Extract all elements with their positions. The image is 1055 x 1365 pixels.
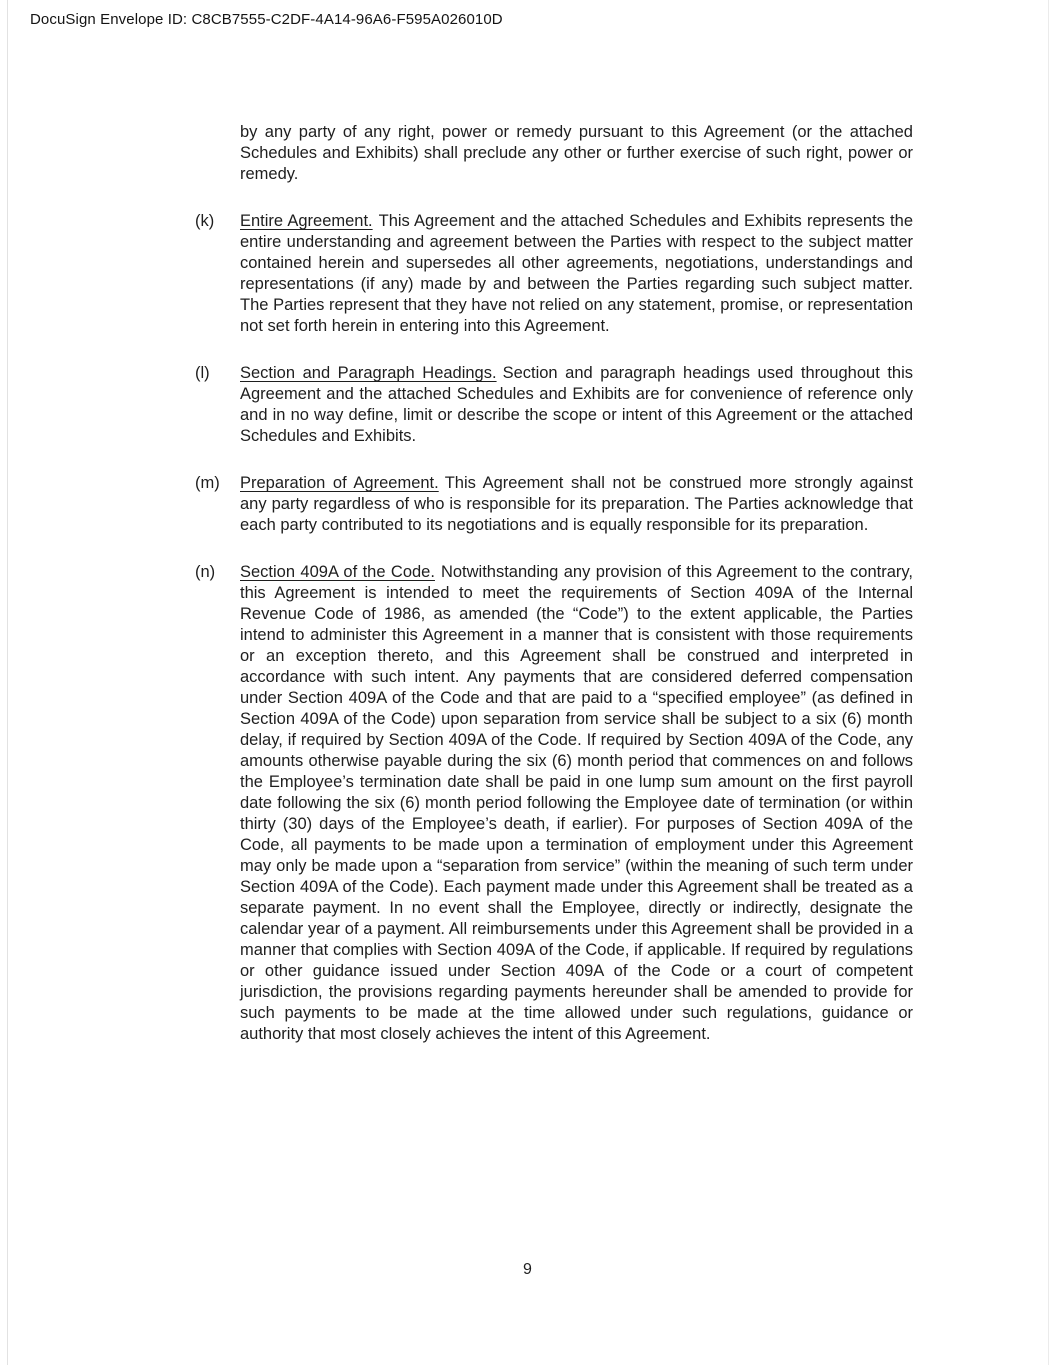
item-label-l: (l) xyxy=(195,364,210,382)
item-body-section-and-paragraph-headings: Section and paragraph headings used throughout this Agreement and the attached Schedules and Exhibits are for convenience of reference only and in no way define, limit or describe the scope or intent of this Agreement or the attached Schedules and Exhibits. xyxy=(240,364,914,445)
item-label-k: (k) xyxy=(195,212,215,230)
item-heading-entire-agreement: Entire Agreement. xyxy=(240,212,373,230)
item-label-n: (n) xyxy=(195,563,216,581)
page-number: 9 xyxy=(523,1261,532,1278)
list-item-l xyxy=(195,363,914,447)
document-body xyxy=(195,122,914,1045)
list-item-m xyxy=(195,473,913,536)
item-heading-preparation-of-agreement: Preparation of Agreement. xyxy=(240,474,439,492)
item-body-preparation-of-agreement: This Agreement shall not be construed more strongly against any party regardless of who is responsible for its preparation. The Parties acknowledge that each party contributed to its negotiations and is equally responsible for its preparation. xyxy=(240,474,913,534)
continuation-paragraph: by any party of any right, power or remedy pursuant to this Agreement (or the attached Schedules and Exhibits) shall preclude any other or further exercise of such right, power or remedy. xyxy=(240,123,913,183)
item-body-entire-agreement: This Agreement and the attached Schedules and Exhibits represents the entire understanding and agreement between the Parties with respect to the subject matter contained herein and supersedes all other agreements, negotiations, understandings and representations (if any) made by and between the Parties regarding such subject matter. The Parties represent that they have not relied on any statement, promise, or representation not set forth herein in entering into this Agreement. xyxy=(240,212,913,335)
list-item-n xyxy=(195,562,913,1045)
list-item-k xyxy=(195,211,913,337)
item-heading-section-and-paragraph-headings: Section and Paragraph Headings. xyxy=(240,364,497,382)
page-edge-left xyxy=(7,0,8,1365)
docusign-envelope-id: DocuSign Envelope ID: C8CB7555-C2DF-4A14-96A6-F595A026010D xyxy=(30,11,503,28)
page-edge-right xyxy=(1048,0,1049,1365)
item-label-m: (m) xyxy=(195,474,220,492)
item-body-section-409a: Notwithstanding any provision of this Agreement to the contrary, this Agreement is intended to meet the requirements of Section 409A of the Internal Revenue Code of 1986, as amended (the “Code”) to the extent applicable, the Parties intend to administer this Agreement in a manner that is consistent with those requirements or an exception thereto, and this Agreement shall be construed and interpreted in accordance with such intent. Any payments that are considered deferred compensation under Section 409A of the Code and that are paid to a “specified employee” (as defined in Section 409A of the Code) upon separation from service shall be subject to a six (6) month delay, if required by Section 409A of the Code. If required by Section 409A of the Code, any amounts otherwise payable during the six (6) month period that commences on and follows the Employee’s termination date shall be paid in one lump sum amount on the first payroll date following the six (6) month period following the Employee date of termination (or within thirty (30) days of the Employee’s death, if earlier). For purposes of Section 409A of the Code, all payments to be made upon a termination of employment under this Agreement may only be made upon a “separation from service” (within the meaning of such term under Section 409A of the Code). Each payment made under this Agreement shall be treated as a separate payment. In no event shall the Employee, directly or indirectly, designate the calendar year of a payment. All reimbursements under this Agreement shall be provided in a manner that complies with Section 409A of the Code, if applicable. If required by regulations or other guidance issued under Section 409A of the Code or a court of competent jurisdiction, the provisions regarding payments hereunder shall be amended to provide for such payments to be made at the time allowed under such regulations, guidance or authority that most closely achieves the intent of this Agreement. xyxy=(240,563,913,1043)
item-heading-section-409a: Section 409A of the Code. xyxy=(240,563,435,581)
